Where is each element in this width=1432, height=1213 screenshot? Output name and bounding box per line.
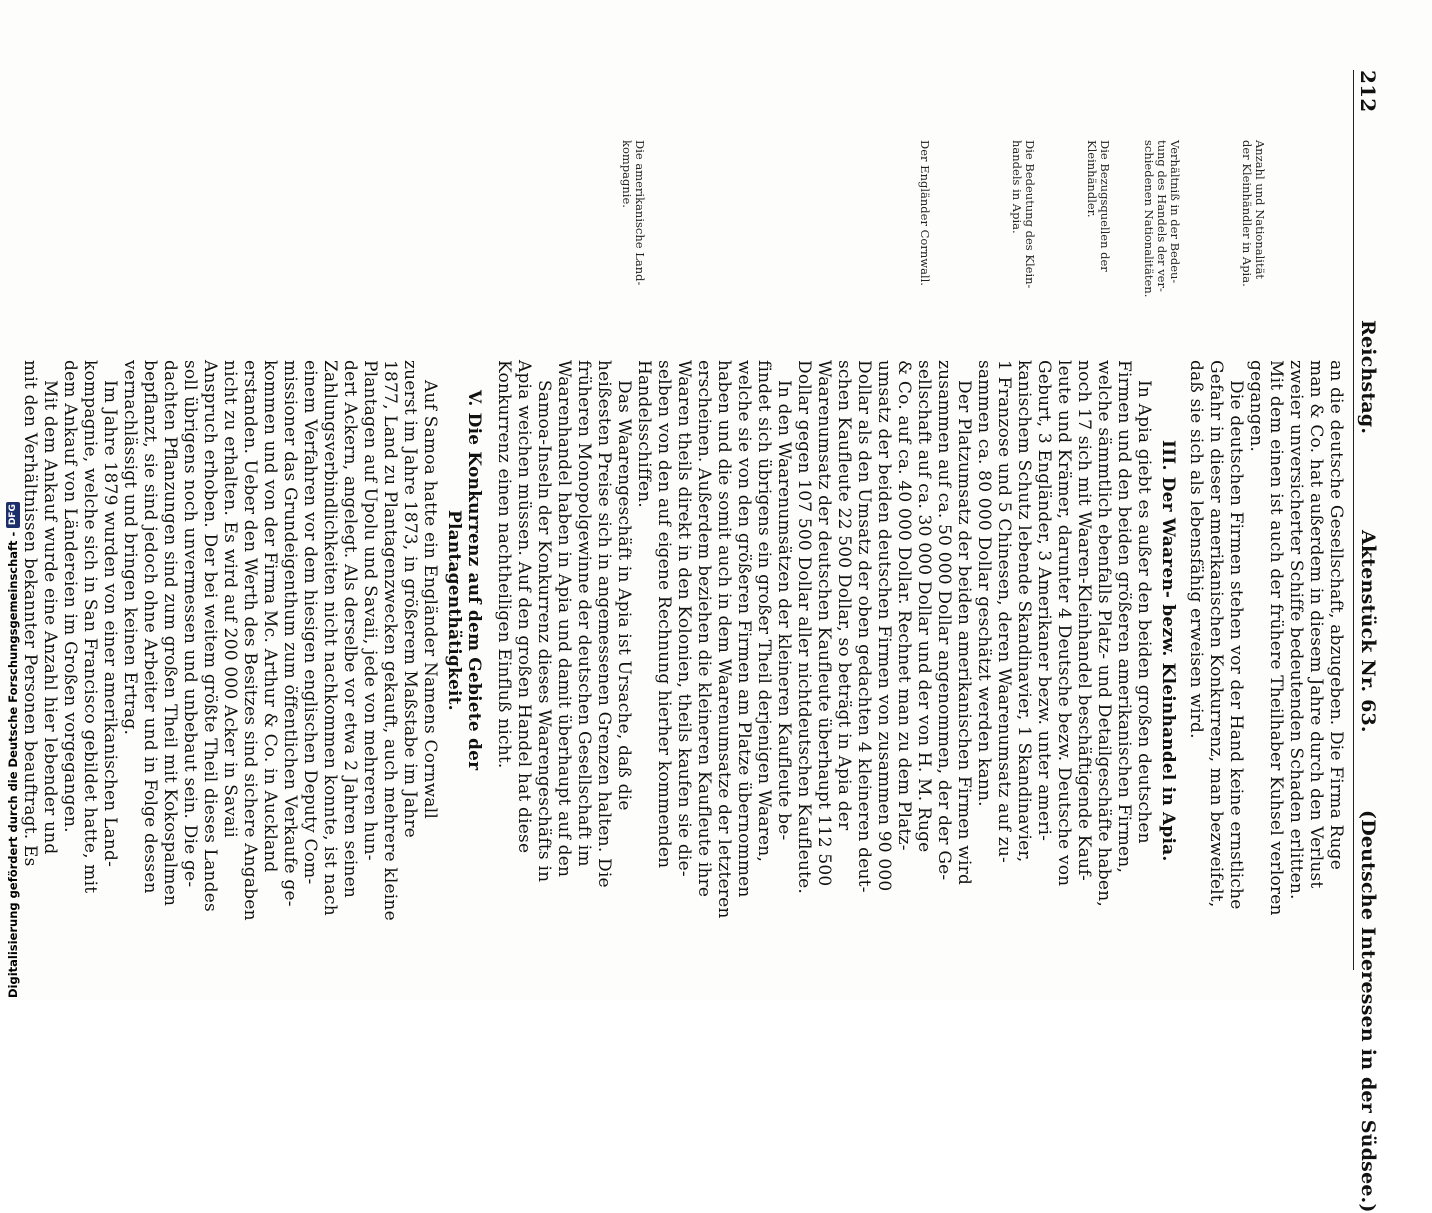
body-line: Apia weichen müssen. Auf den großen Handel hat diese (514, 360, 534, 854)
body-line: Waarenumsatz der deutschen Kaufleute überhaupt 112 500 (814, 360, 834, 887)
margin-note: kompagnie. (620, 140, 634, 208)
header-right: (Deutsche Interessen in der Südsee.) (1357, 810, 1379, 1213)
body-line: missioner das Grundeigenthum zum öffentlichen Verkaufe ge- (280, 360, 300, 907)
header-center: Aktenstück Nr. 63. (1357, 530, 1379, 733)
body-line: Plantagen auf Upolu und Savaii, jede von mehreren hun- (360, 360, 380, 861)
body-line: einem Verfahren vor dem hiesigen englischen Deputy Com- (300, 360, 320, 885)
body-line: kompagnie, welche sich in San Francisco gebildet hatte, mit (80, 360, 100, 894)
body-line: früheren Monopolgewinne der deutschen Gesellschaft im (574, 360, 594, 867)
body-line: Konkurrenz einen nachtheiligen Einfluß nicht. (494, 360, 514, 769)
body-line: zusammen auf ca. 50 000 Dollar angenommen, der der Ge- (934, 360, 954, 881)
body-line: Das Waarengeschäft in Apia ist Ursache, daß die (614, 380, 634, 811)
body-line: Die deutschen Firmen stehen vor der Hand keine ernstliche (1226, 380, 1246, 910)
body-line: Handelsschiffen. (634, 360, 654, 508)
body-line: kommen und von der Firma Mc. Arthur & Co. in Auckland (260, 360, 280, 873)
body-line: Mit dem Ankauf wurde eine Anzahl hier lebender und (40, 380, 60, 855)
margin-note: Die Bedeutung des Klein- (1023, 140, 1037, 289)
body-line: sammen ca. 80 000 Dollar geschätzt werden kann. (974, 360, 994, 807)
body-line: Dollar gegen 107 500 Dollar aller nichtdeutschen Kaufleute. (794, 360, 814, 894)
margin-note: handels in Apia. (1010, 140, 1024, 234)
margin-note: Verhältniß in der Bedeu- (1168, 140, 1182, 284)
body-line: In den Waarenumsätzen der kleineren Kaufleute be- (774, 380, 794, 841)
body-line: welche sämmtlich ebenfalls Platz- und Detailgeschäfte haben, (1094, 360, 1114, 907)
page-number: 212 (1356, 70, 1380, 113)
body-line: Geburt, 3 Engländer, 3 Amerikaner bezw. unter ameri- (1034, 360, 1054, 842)
dfg-logo: DFG (6, 502, 20, 528)
body-line: Gefahr in dieser amerikanischen Konkurrenz, man bezweifelt, (1206, 360, 1226, 908)
digitization-footer (2, 0, 24, 998)
body-line: dachten Pflanzungen sind zum großen Theil mit Kokospalmen (160, 360, 180, 907)
body-line: Im Jahre 1879 wurden von einer amerikanischen Land- (100, 380, 120, 868)
body-line: Samoa-Inseln der Konkurrenz dieses Waarengeschäfts in (534, 380, 554, 883)
header-rule (1353, 70, 1354, 970)
body-line: man & Co. hat außerdem in diesem Jahre durch den Verlust (1306, 360, 1326, 889)
header-left: Reichstag. (1357, 320, 1379, 435)
body-line: Der Platzumsatz der beiden amerikanischen Firmen wird (954, 380, 974, 886)
body-line: kanischem Schutz lebende Skandinavier, 1 Skandinavier, (1014, 360, 1034, 863)
body-line: nicht zu erhalten. Es wird auf 200 000 Acker in Savaii (220, 360, 240, 838)
body-line: Auf Samoa hatte ein Engländer Namens Cornwall (420, 380, 440, 820)
section-5-title: V. Die Konkurrenz auf dem Gebiete der (464, 390, 484, 771)
section-5-subtitle: Plantagenthätigkeit. (444, 510, 464, 711)
body-line: Anspruch erhoben. Der bei weitem größte Theil dieses Landes (200, 360, 220, 912)
body-line: heißesten Preise sich in angemessenen Grenzen halten. Die (594, 360, 614, 888)
margin-note: Der Engländer Cornwall. (918, 140, 932, 286)
body-line: vernachlässigt und bringen keinen Ertrag. (120, 360, 140, 736)
body-line: Firmen und den beiden größeren amerikanischen Firmen, (1114, 360, 1134, 874)
body-line: Dollar als den Umsatz der oben gedachten 4 kleineren deut- (854, 360, 874, 893)
body-line: mit den Verhältnissen bekannter Personen beauftragt. Es (20, 360, 40, 867)
body-line: 1877, Land zu Plantagenzwecken gekauft, auch mehrere kleine (380, 360, 400, 921)
body-line: findet sich übrigens ein großer Theil derjenigen Waaren, (754, 360, 774, 863)
margin-note: tung des Handels der ver- (1155, 140, 1169, 292)
body-line: 1 Franzose und 5 Chinesen, deren Waarenumsatz auf zu- (994, 360, 1014, 863)
footer-text: Digitalisierung gefördert durch die Deutsche Forschungsgemeinschaft - (6, 531, 20, 998)
body-line: erscheinen. Außerdem beziehen die kleineren Kaufleute ihre (694, 360, 714, 898)
body-line: zweier unversicherter Schiffe bedeutenden Schaden erlitten. (1286, 360, 1306, 900)
margin-note: schiedenen Nationalitäten. (1142, 140, 1156, 298)
margin-note: Die amerikanische Land- (633, 140, 647, 286)
rotated-document-page (20, 70, 1386, 1213)
body-line: sellschaft auf ca. 30 000 Dollar und der von H. M. Ruge (914, 360, 934, 853)
body-line: dem Ankauf von Ländereien im Großen vorgegangen. (60, 360, 80, 833)
section-3-title: III. Der Waaren- bezw. Kleinhandel in Apia. (1158, 440, 1178, 862)
body-line: zuerst im Jahre 1873, in größerem Maßstabe im Jahre (400, 360, 420, 838)
margin-note: Kleinhändler. (1085, 140, 1099, 218)
body-line: gegangen. (1246, 360, 1266, 453)
body-line: dert Ackern, angelegt. Als derselbe vor etwa 2 Jahren seinen (340, 360, 360, 899)
body-line: umsatz der beiden deutschen Firmen von zusammen 90 000 (874, 360, 894, 892)
body-line: leute und Krämer, darunter 4 Deutsche bezw. Deutsche von (1054, 360, 1074, 887)
margin-note: der Kleinhändler in Apia. (1240, 140, 1254, 287)
body-line: haben und die somit auch in dem Waarenumsatze der letzteren (714, 360, 734, 919)
body-line: erstanden. Ueber den Werth des Besitzes sind sichere Angaben (240, 360, 260, 921)
body-line: In Apia giebt es außer den beiden großen deutschen (1134, 380, 1154, 844)
body-line: soll übrigens noch unvermessen und unbebaut sein. Die ge- (180, 360, 200, 888)
body-line: & Co. auf ca. 40 000 Dollar. Rechnet man zu dem Platz- (894, 360, 914, 851)
body-line: an die deutsche Gesellschaft, abzugeben. Die Firma Ruge (1326, 360, 1346, 871)
margin-note: Anzahl und Nationalität (1253, 140, 1267, 280)
body-line: schen Kaufleute 22 500 Dollar, so beträgt in Apia der (834, 360, 854, 831)
body-line: daß sie sich als lebensfähig erweisen wird. (1186, 360, 1206, 739)
margin-note: Die Bezugsquellen der (1098, 140, 1112, 272)
body-line: bepflanzt, sie sind jedoch ohne Arbeiter und in Folge dessen (140, 360, 160, 894)
body-line: noch 17 sich mit Waaren-Kleinhandel beschäftigende Kauf- (1074, 360, 1094, 881)
body-line: Waaren theils direkt in den Kolonien, theils kaufen sie die- (674, 360, 694, 877)
body-line: welche sie von den größeren Firmen am Platze übernommen (734, 360, 754, 898)
body-line: selben von den auf eigene Rechnung hierher kommenden (654, 360, 674, 869)
body-line: Zahlungsverbindlichkeiten nicht nachkommen konnte, ist nach (320, 360, 340, 916)
body-line: Mit dem einen ist auch der frühere Theilhaber Kuhsel verloren (1266, 360, 1286, 916)
body-line: Waarenhandel haben in Apia und damit überhaupt auf den (554, 360, 574, 878)
